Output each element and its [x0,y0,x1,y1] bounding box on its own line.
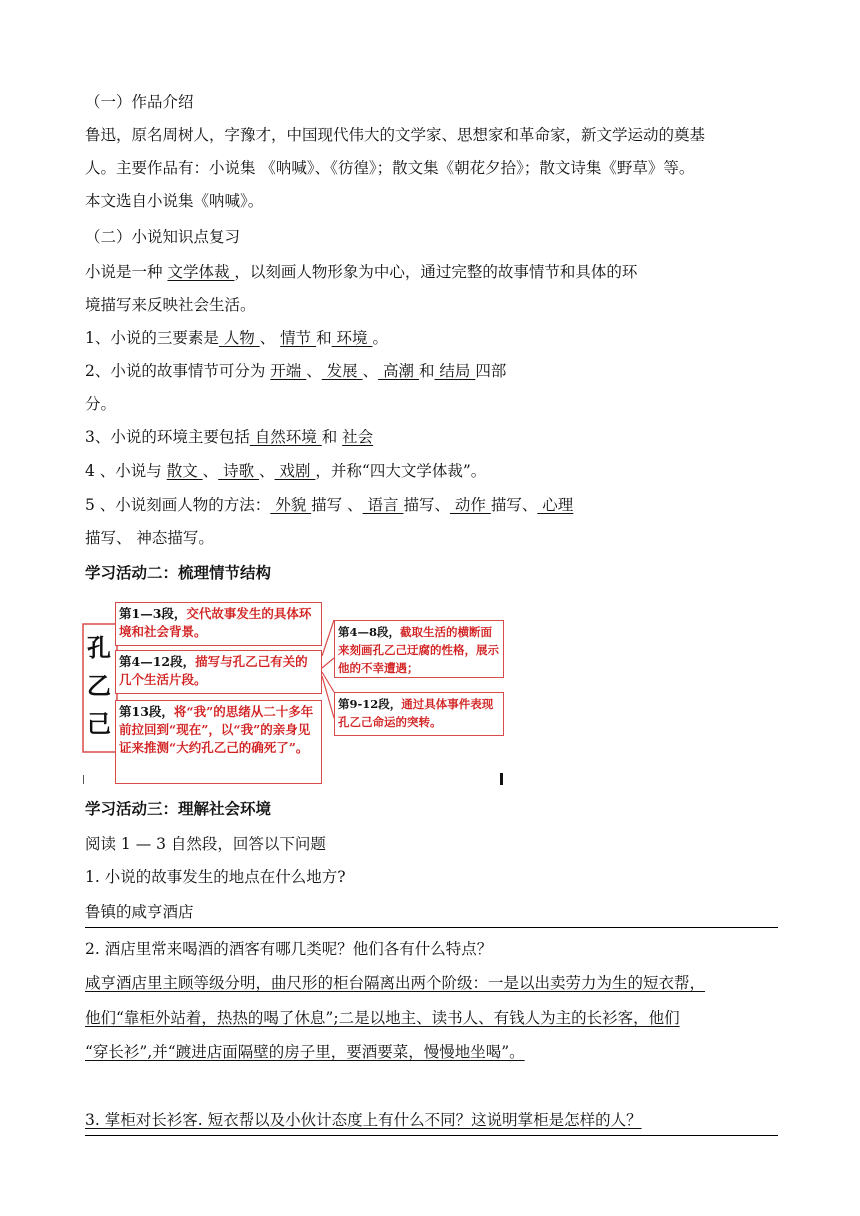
answer-rule [85,1135,778,1136]
definition-line: 小说是一种 文学体裁 ，以刻画人物形象为中心，通过完整的故事情节和具体的环 [85,263,638,281]
answer-blank: 情节 [280,329,317,347]
scan-mark-left [83,775,84,784]
answer-blank: 高潮 [378,362,419,380]
subsegment-2-text: 第9-12段，通过具体事件表现孔乙己命运的突转。 [338,697,494,729]
answer-blank: 诗歌 [218,462,260,480]
activity3-answer-2-line-1: 咸亨酒店里主顾等级分明，曲尺形的柜台隔离出两个阶级：一是以出卖劳力为生的短衣帮， [85,974,706,992]
question-2-cont: 分。 [85,395,117,413]
answer-blank: 散文 [166,462,203,480]
scan-mark-right [500,773,503,785]
answer-rule [85,927,778,928]
segment-1-text: 第1—3段，交代故事发生的具体环境和社会背景。 [119,606,312,639]
question-4: 4 、小说与 散文 、 诗歌 、 戏剧 ，并称“四大文学体裁”。 [85,462,487,480]
activity3-question-1: 1. 小说的故事发生的地点在什么地方? [85,868,346,886]
segment-3-text: 第13段，将“我”的思绪从二十多年前拉回到“现在”，以“我”的亲身见证来推测“大约孔乙己的确死了”。 [119,704,314,755]
answer-blank: 心理 [537,496,574,514]
question-5-cont: 描写、 神态描写。 [85,529,214,547]
question-1: 1、小说的三要素是 人物 、 情节 和 环境 。 [85,329,388,347]
answer-blank: 发展 [321,362,363,380]
answer-blank: 开端 [270,362,307,380]
answer-blank: 外貌 [270,496,312,514]
activity3-instruction: 阅读 1 — 3 自然段，回答以下问题 [85,835,326,853]
activity3-answer-2-line-2: 他们“靠柜外站着，热热的喝了休息”;二是以地主、读书人、有钱人为主的长衫客，他们 [85,1009,680,1027]
segment-2-text: 第4—12段，描写与孔乙己有关的几个生活片段。 [119,654,308,687]
activity3-question-3: 3. 掌柜对长衫客. 短衣帮以及小伙计态度上有什么不同？这说明掌柜是怎样的人？ [85,1111,642,1129]
intro-line-2: 人。主要作品有：小说集 《呐喊》、《彷徨》；散文集《朝花夕拾》；散文诗集《野草》等。 [85,159,695,177]
subsegment-1-text: 第4—8段，截取生活的横断面来刻画孔乙己迂腐的性格，展示他的不幸遭遇； [338,625,499,675]
activity3-answer-1: 鲁镇的咸亨酒店 [85,903,194,921]
answer-blank: 结局 [434,362,476,380]
title-char-2: 乙 [87,672,111,700]
answer-blank: 动作 [449,496,491,514]
answer-blank: 环境 [331,329,373,347]
title-char-1: 孔 [87,634,111,662]
activity2-heading: 学习活动二：梳理情节结构 [85,564,272,582]
answer-blank: 戏剧 [274,462,316,480]
definition-line-2: 境描写来反映社会生活。 [85,296,256,314]
question-5: 5 、小说刻画人物的方法： 外貌 描写 、 语言 描写、 动作 描写、 心理 [85,496,574,514]
question-3: 3、小说的环境主要包括 自然环境 和 社会 [85,428,374,446]
answer-blank: 社会 [342,428,374,446]
answer-blank: 语言 [362,496,404,514]
question-2: 2、小说的故事情节可分为 开端 、 发展 、 高潮 和 结局 四部 [85,362,507,380]
intro-line-1: 鲁迅，原名周树人，字豫才，中国现代伟大的文学家、思想家和革命家，新文学运动的奠基 [85,126,706,144]
intro-heading: （一）作品介绍 [85,93,194,111]
review-heading: （二）小说知识点复习 [85,228,241,246]
activity3-heading: 学习活动三：理解社会环境 [85,800,272,818]
intro-line-3: 本文选自小说集《呐喊》。 [85,192,264,210]
answer-blank: 自然环境 [249,428,322,446]
activity3-answer-2-line-3: “穿长衫”,并“踱进店面隔壁的房子里，要酒要菜，慢慢地坐喝”。 [85,1043,525,1061]
answer-blank: 文学体裁 [167,263,235,281]
answer-blank: 人物 [218,329,260,347]
activity3-question-2: 2. 酒店里常来喝酒的酒客有哪几类呢？他们各有什么特点？ [85,940,493,958]
plot-structure-diagram [82,600,512,790]
title-char-3: 己 [87,710,111,738]
